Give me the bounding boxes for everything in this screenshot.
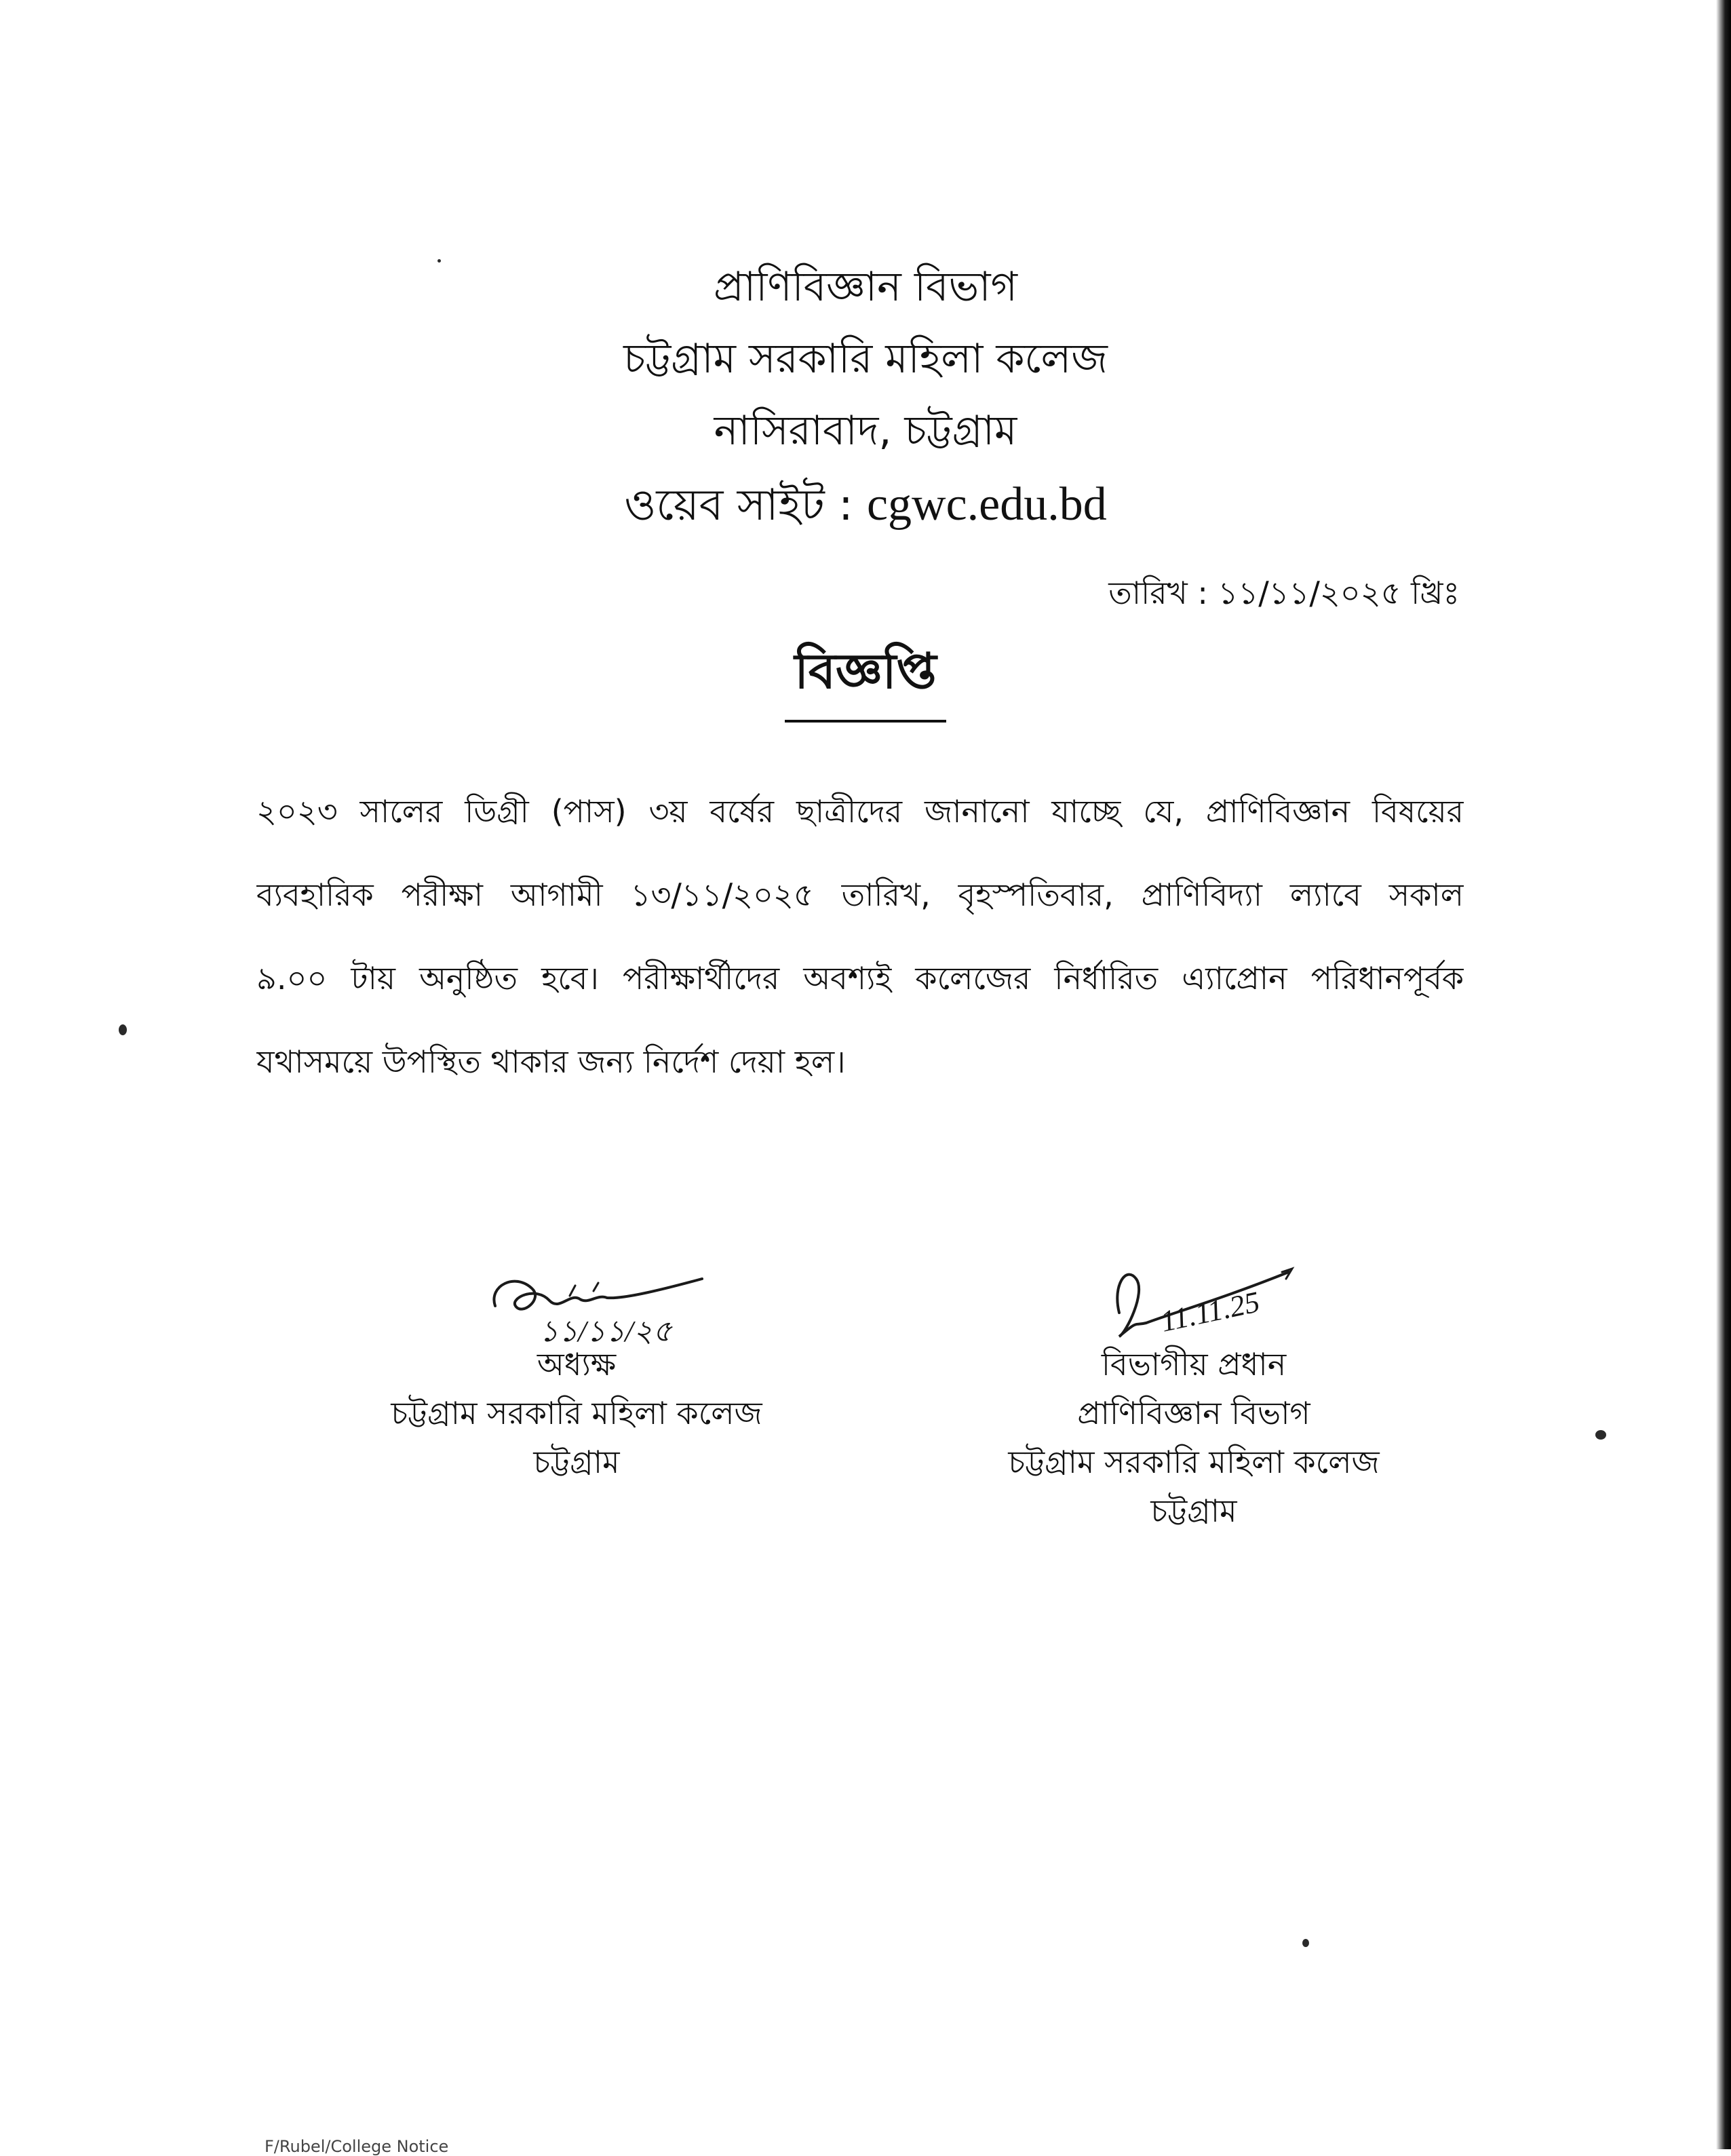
notice-body-line: ২০২৩ সালের ডিগ্রী (পাস) ৩য় বর্ষের ছাত্রীদের জানানো যাচ্ছে যে, প্রাণিবিজ্ঞান বিষয়ের — [256, 793, 1464, 830]
principal-signature — [468, 1258, 712, 1353]
principal-signed-date: ১১/১১/২৫ — [539, 1315, 672, 1348]
notice-body-line: ৯.০০ টায় অনুষ্ঠিত হবে। পরীক্ষার্থীদের অবশ্যই কলেজের নির্ধারিত এ্যাপ্রোন পরিধানপূর্বক — [256, 960, 1464, 997]
head-city: চট্টগ্রাম — [1150, 1493, 1237, 1529]
college-name: চট্টগ্রাম সরকারি মহিলা কলেজ — [623, 335, 1108, 383]
notice-body-line: ব্যবহারিক পরীক্ষা আগামী ১৩/১১/২০২৫ তারিখ, বৃহস্পতিবার, প্রাণিবিদ্যা ল্যাবে সকাল — [256, 877, 1464, 913]
scan-speck — [119, 1024, 127, 1035]
principal-signature-block — [285, 1340, 868, 1486]
notice-title-wrap — [0, 634, 1731, 723]
notice-date: তারিখ : ১১/১১/২০২৫ খ্রিঃ — [1108, 575, 1460, 611]
college-address: নাসিরাবাদ, চট্টগ্রাম — [714, 407, 1017, 455]
principal-title: অধ্যক্ষ — [537, 1346, 617, 1383]
scan-speck — [1595, 1430, 1606, 1440]
principal-institution: চট্টগ্রাম সরকারি মহিলা কলেজ — [391, 1395, 762, 1431]
head-signature — [1099, 1258, 1302, 1353]
letterhead — [0, 251, 1731, 543]
head-department: প্রাণিবিজ্ঞান বিভাগ — [1077, 1395, 1310, 1431]
principal-city: চট্টগ্রাম — [533, 1444, 620, 1480]
scan-speck — [1302, 1939, 1309, 1947]
head-signature-block — [916, 1340, 1472, 1535]
department-name: প্রাণিবিজ্ঞান বিভাগ — [714, 263, 1017, 311]
file-path-note: F/Rubel/College Notice — [265, 2137, 449, 2156]
website-label: ওয়েব সাইট : — [624, 480, 867, 531]
notice-title: বিজ্ঞপ্তি — [785, 634, 946, 723]
website-line — [0, 467, 1731, 543]
head-signed-date: 11.11.25 — [1157, 1285, 1263, 1339]
website-url: cgwc.edu.bd — [866, 478, 1107, 531]
head-title: বিভাগীয় প্রধান — [1101, 1346, 1287, 1383]
notice-body-line: যথাসময়ে উপস্থিত থাকার জন্য নির্দেশ দেয়া হল। — [256, 1043, 846, 1080]
notice-body — [256, 770, 1464, 1104]
head-institution: চট্টগ্রাম সরকারি মহিলা কলেজ — [1008, 1444, 1380, 1480]
scan-speck — [437, 259, 441, 263]
